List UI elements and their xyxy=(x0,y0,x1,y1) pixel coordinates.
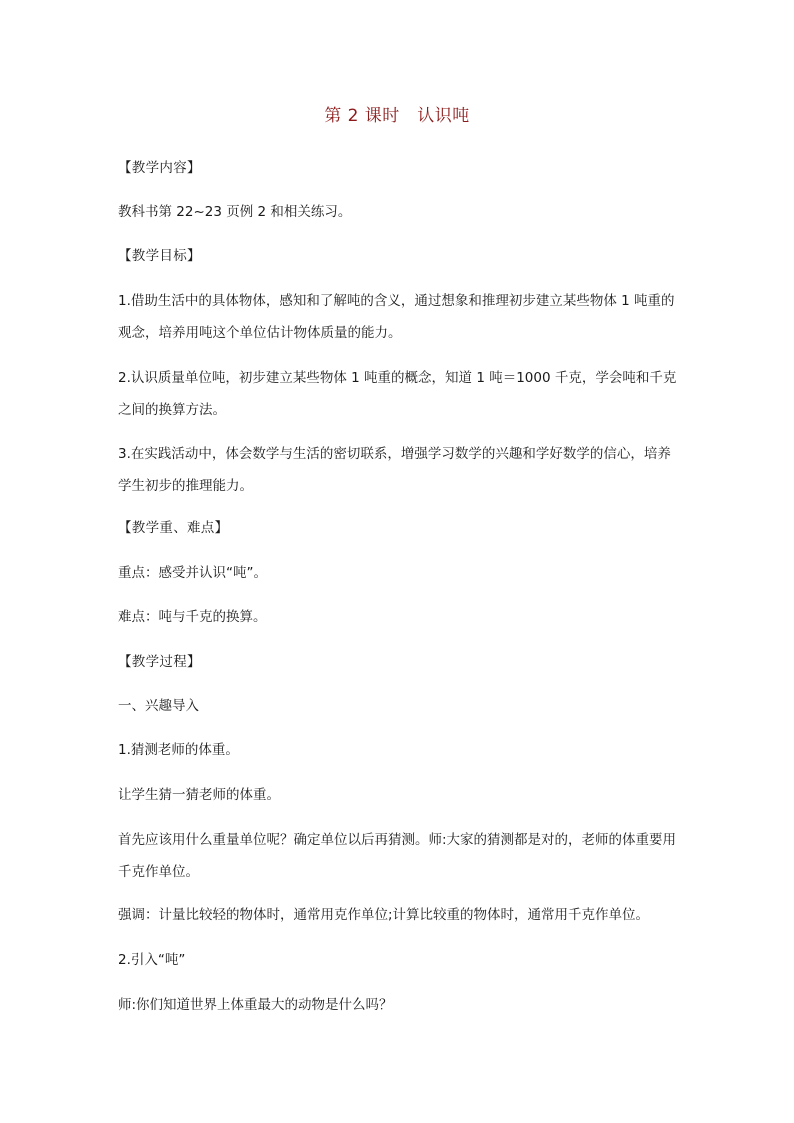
step-heading-interest-intro: 一、兴趣导入 xyxy=(118,698,199,714)
step-detail-unit-question: 首先应该用什么重量单位呢？确定单位以后再猜测。师:大家的猜测都是对的，老师的体重要用千克作单位。 xyxy=(118,832,677,880)
section-heading-process: 【教学过程】 xyxy=(118,654,201,670)
section-heading-key-points: 【教学重、难点】 xyxy=(118,520,229,536)
section-heading-content: 【教学内容】 xyxy=(118,160,201,176)
goal-item-1: 1.借助生活中的具体物体，感知和了解吨的含义，通过想象和推理初步建立某些物体 1 吨重的观念，培养用吨这个单位估计物体质量的能力。 xyxy=(118,293,675,341)
teacher-question-text: 师:你们知道世界上体重最大的动物是什么吗？ xyxy=(118,997,393,1013)
goal-item-3: 3.在实践活动中，体会数学与生活的密切联系，增强学习数学的兴趣和学好数学的信心，培养学生初步的推理能力。 xyxy=(118,446,671,494)
goal-item-2: 2.认识质量单位吨，初步建立某些物体 1 吨重的概念，知道 1 吨＝1000 千克，学会吨和千克之间的换算方法。 xyxy=(118,370,677,418)
emphasis-text: 强调：计量比较轻的物体时，通常用克作单位;计算比较重的物体时，通常用千克作单位。 xyxy=(118,907,650,923)
difficult-point-text: 难点：吨与千克的换算。 xyxy=(118,609,267,625)
section-heading-goals: 【教学目标】 xyxy=(118,248,201,264)
step-item-guess-weight: 1.猜测老师的体重。 xyxy=(118,742,239,758)
page-title: 第 2 课时 认识吨 xyxy=(324,106,470,126)
content-text: 教科书第 22~23 页例 2 和相关练习。 xyxy=(118,204,352,220)
step-item-introduce-ton: 2.引入“吨” xyxy=(118,952,186,968)
key-point-text: 重点：感受并认识“吨”。 xyxy=(118,565,267,581)
step-text-guess-weight: 让学生猜一猜老师的体重。 xyxy=(118,787,280,803)
